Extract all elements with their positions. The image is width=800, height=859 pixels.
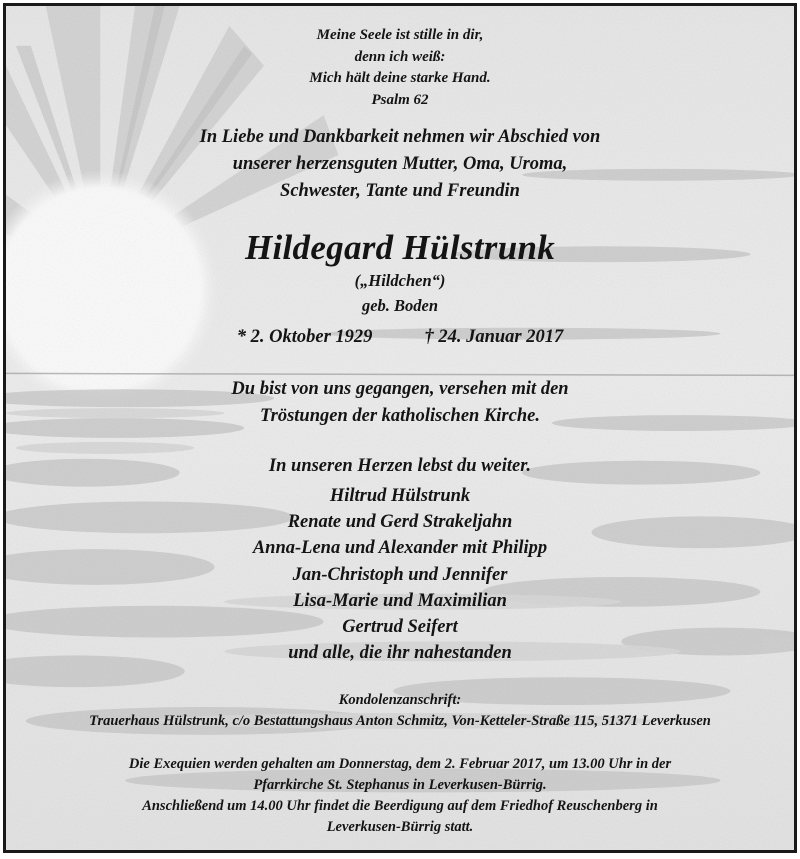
funeral-line: Pfarrkirche St. Stephanus in Leverkusen-Bürrig. (253, 777, 547, 793)
funeral-details (6, 754, 794, 838)
condolence-address-text: Trauerhaus Hülstrunk, c/o Bestattungshaus Anton Schmitz, Von-Ketteler-Straße 115, 51371 Leverkusen (89, 713, 711, 729)
mourner-name: Jan-Christoph und Jennifer (292, 564, 508, 585)
condolence-address (6, 690, 794, 732)
mourner-name: Gertrud Seifert (342, 617, 458, 638)
funeral-line: Die Exequien werden gehalten am Donnerstag, dem 2. Februar 2017, um 13.00 Uhr in der (128, 756, 672, 772)
psalm-line: Mich hält deine starke Hand. (309, 70, 491, 86)
farewell-line: Du bist von uns gegangen, versehen mit den (231, 379, 569, 399)
obituary-card (3, 3, 797, 853)
intro-line: Schwester, Tante und Freundin (280, 181, 520, 201)
condolence-label: Kondolenzanschrift: (338, 692, 462, 708)
death-date: † 24. Januar 2017 (424, 327, 564, 347)
psalm-reference: Psalm 62 (371, 91, 429, 108)
mourner-name: und alle, die ihr nahestanden (288, 643, 512, 664)
funeral-line: Leverkusen-Bürrig statt. (326, 819, 474, 835)
farewell-line: Tröstungen der katholischen Kirche. (260, 406, 540, 426)
mourner-name: Anna-Lena und Alexander mit Philipp (252, 538, 548, 559)
farewell-text (6, 376, 794, 430)
psalm-quote (6, 25, 794, 111)
obituary-text (6, 6, 794, 850)
mourner-name: Renate und Gerd Strakeljahn (287, 512, 513, 533)
farewell-intro (6, 124, 794, 205)
psalm-line: denn ich weiß: (354, 48, 446, 65)
mourner-name: Lisa-Marie und Maximilian (293, 590, 507, 611)
intro-line: unserer herzensguten Mutter, Oma, Uroma, (232, 154, 568, 174)
psalm-line: Meine Seele ist stille in dir, (316, 27, 484, 43)
funeral-line: Anschließend um 14.00 Uhr findet die Beerdigung auf dem Friedhof Reuschenberg in (142, 798, 658, 814)
hearts-line: In unseren Herzen lebst du weiter. (268, 456, 532, 476)
intro-line: In Liebe und Dankbarkeit nehmen wir Abschied von (199, 127, 601, 147)
deceased-name: Hildegard Hülstrunk (244, 228, 556, 267)
mourner-name: Hiltrud Hülstrunk (329, 486, 471, 506)
birth-date: * 2. Oktober 1929 (236, 327, 373, 347)
deceased-nickname: („Hildchen“) (354, 271, 446, 290)
deceased-birth-name: geb. Boden (361, 296, 439, 315)
life-dates (6, 324, 794, 350)
mourners-list (6, 483, 794, 666)
